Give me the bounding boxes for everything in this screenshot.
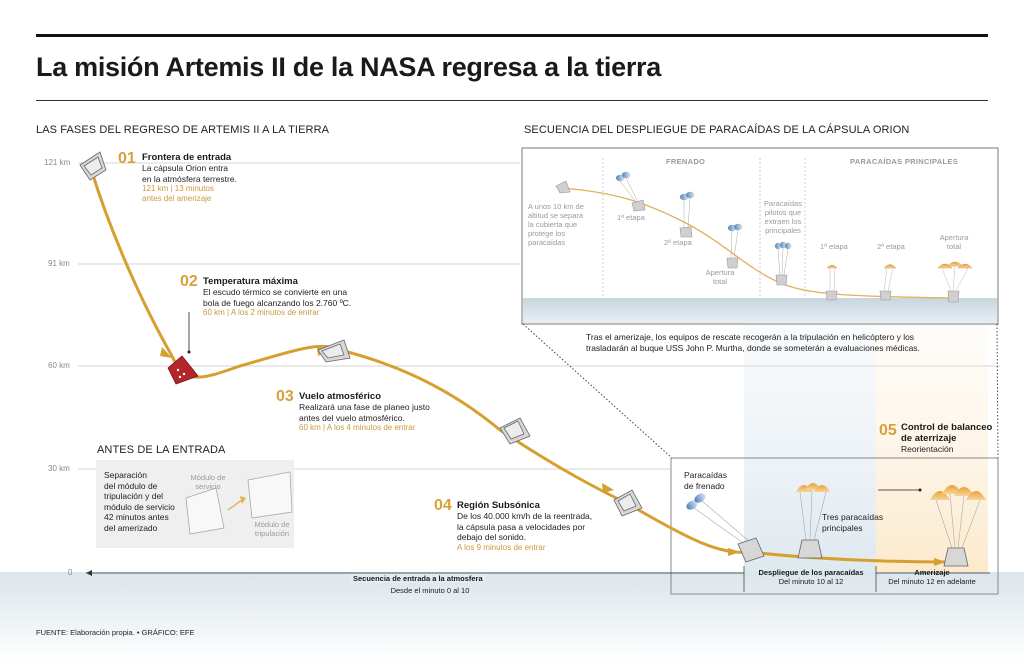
phase-text: El escudo térmico se convierte en una bbox=[203, 287, 348, 297]
main-full-label bbox=[934, 233, 974, 251]
altitude-label: 60 km bbox=[48, 361, 70, 370]
crew-module-line: Módulo de bbox=[254, 520, 290, 529]
phase-number: 05 bbox=[879, 422, 897, 439]
pilot-note-line: principales bbox=[765, 226, 801, 235]
rescue-note-line: trasladarán al buque USS John P. Murtha, donde se someterán a evaluaciones médicas. bbox=[586, 342, 920, 353]
phase-time: antes del amerizaje bbox=[142, 194, 212, 203]
title-rule bbox=[36, 100, 988, 101]
timeline-label: Amerizaje bbox=[914, 568, 950, 577]
phase-time: 121 km | 13 minutos bbox=[142, 184, 214, 193]
phase-text: bola de fuego alcanzando los 2.760 ºC. bbox=[203, 297, 352, 308]
capsule-entry bbox=[80, 152, 106, 180]
phase-title: Control de balanceo bbox=[901, 422, 993, 433]
timeline-entry bbox=[330, 568, 530, 595]
phase-text: De los 40.000 km/h de la reentrada, bbox=[457, 511, 593, 521]
phase-title: Temperatura máxima bbox=[203, 276, 298, 287]
timeline-sub: Desde el minuto 0 al 10 bbox=[390, 586, 470, 595]
stage-label: 2ª etapa bbox=[877, 242, 905, 251]
phase-number: 01 bbox=[118, 150, 136, 167]
phase-text: en la atmósfera terrestre. bbox=[142, 173, 237, 184]
phase-05-block bbox=[901, 422, 1001, 455]
pilot-note-line: extraen los bbox=[764, 217, 802, 226]
stage-label: 1ª etapa bbox=[617, 213, 645, 222]
altitude-label: 0 bbox=[68, 568, 73, 577]
top-rule bbox=[36, 34, 988, 37]
phase-text: debajo del sonido. bbox=[457, 532, 527, 542]
three-chutes-line: Tres paracaídas bbox=[822, 512, 884, 522]
before-entry-line: tripulación y del bbox=[104, 491, 164, 501]
cover-note-line: altitud se separa bbox=[528, 211, 584, 220]
main-full-line: Apertura bbox=[939, 233, 969, 242]
before-entry-line: Separación bbox=[104, 470, 148, 480]
right-section-title: SECUENCIA DEL DESPLIEGUE DE PARACAÍDAS DE LA CÁPSULA ORION bbox=[524, 124, 910, 136]
altitude-label: 91 km bbox=[48, 259, 70, 268]
main-full-line: total bbox=[946, 242, 962, 251]
phase-number: 02 bbox=[180, 273, 198, 290]
phase-number: 03 bbox=[276, 388, 294, 405]
timeline-sub: Del minuto 12 en adelante bbox=[888, 577, 976, 586]
phase-01-block bbox=[142, 152, 302, 204]
phase-number: 04 bbox=[434, 497, 452, 514]
cover-note-line: la cubierta que bbox=[528, 220, 578, 229]
full-open-line: total bbox=[712, 277, 728, 286]
main-chutes-header: PARACAÍDAS PRINCIPALES bbox=[850, 157, 958, 166]
cover-note bbox=[528, 202, 598, 247]
phase-text: la cápsula pasa a velocidades por bbox=[457, 521, 586, 532]
timeline-label: Secuencia de entrada a la atmosfera bbox=[350, 574, 486, 583]
phase-text: Realizará una fase de planeo justo bbox=[299, 402, 430, 412]
phase-time: 60 km | A los 4 minutos de entrar bbox=[299, 423, 416, 432]
phase-title: de aterrizaje bbox=[901, 433, 957, 444]
rescue-note-line: Tras el amerizaje, los equipos de rescate recogerán a la tripulación en helicóptero y los bbox=[586, 332, 915, 342]
braking-header: FRENADO bbox=[666, 157, 706, 166]
timeline-sub: Del minuto 10 al 12 bbox=[778, 577, 844, 586]
timeline-deploy bbox=[748, 568, 874, 586]
phase-title: Vuelo atmosférico bbox=[299, 391, 382, 402]
page-title: La misión Artemis II de la NASA regresa a la tierra bbox=[36, 52, 661, 82]
phase-time: 60 km | A los 2 minutos de entrar bbox=[203, 308, 320, 317]
phase-time: A los 9 minutos de entrar bbox=[457, 542, 546, 552]
phase-text: Reorientación bbox=[901, 444, 954, 454]
timeline-label: Despliegue de los paracaídas bbox=[758, 568, 864, 577]
phase-title: Frontera de entrada bbox=[142, 152, 232, 163]
phase-text: antes del vuelo atmosférico. bbox=[299, 412, 405, 423]
pilot-note bbox=[760, 199, 806, 235]
braking-chutes-line: Paracaídas bbox=[684, 470, 727, 480]
before-entry-line: módulo de servicio bbox=[104, 501, 175, 512]
timeline-splashdown bbox=[878, 568, 986, 586]
braking-chutes-line: de frenado bbox=[684, 480, 725, 491]
stage-label: 1ª etapa bbox=[820, 242, 848, 251]
altitude-label: 121 km bbox=[44, 158, 71, 167]
cover-note-line: A unos 10 km de bbox=[528, 202, 584, 211]
service-module-label bbox=[178, 473, 238, 491]
capsule-glide bbox=[318, 340, 350, 362]
phase-04-block bbox=[457, 500, 637, 553]
service-module-line: servicio bbox=[195, 482, 221, 491]
three-chutes-line: principales bbox=[822, 522, 863, 533]
full-open-line: Apertura bbox=[705, 268, 735, 277]
phase-03-block bbox=[299, 391, 479, 433]
footer-credit: FUENTE: Elaboración propia. • GRÁFICO: EFE bbox=[36, 628, 195, 637]
phase-02-block bbox=[203, 276, 403, 318]
left-section-title: LAS FASES DEL REGRESO DE ARTEMIS II A LA TIERRA bbox=[36, 124, 330, 136]
before-entry-line: 42 minutos antes bbox=[104, 512, 169, 522]
before-entry-line: del módulo de bbox=[104, 480, 158, 491]
cover-note-line: protege los bbox=[528, 229, 566, 238]
three-chutes-label bbox=[822, 512, 883, 533]
stage-label: 2ª etapa bbox=[664, 238, 692, 247]
cover-note-line: paracaídas bbox=[528, 238, 566, 247]
capsule-descent bbox=[500, 418, 530, 444]
full-open-label bbox=[700, 268, 740, 286]
altitude-label: 30 km bbox=[48, 464, 70, 473]
before-entry-line: del amerizado bbox=[104, 522, 158, 533]
phase-title: Región Subsónica bbox=[457, 500, 540, 511]
rescue-note bbox=[586, 332, 966, 353]
pilot-note-line: Paracaídas bbox=[764, 199, 802, 208]
phase-text: La cápsula Orion entra bbox=[142, 163, 228, 173]
pilot-note-line: pilotos que bbox=[764, 208, 802, 217]
braking-chutes-label bbox=[684, 470, 727, 491]
crew-module-label bbox=[242, 520, 302, 538]
crew-module-line: tripulación bbox=[254, 529, 290, 538]
before-entry-title: ANTES DE LA ENTRADA bbox=[97, 444, 226, 456]
service-module-line: Módulo de bbox=[190, 473, 226, 482]
